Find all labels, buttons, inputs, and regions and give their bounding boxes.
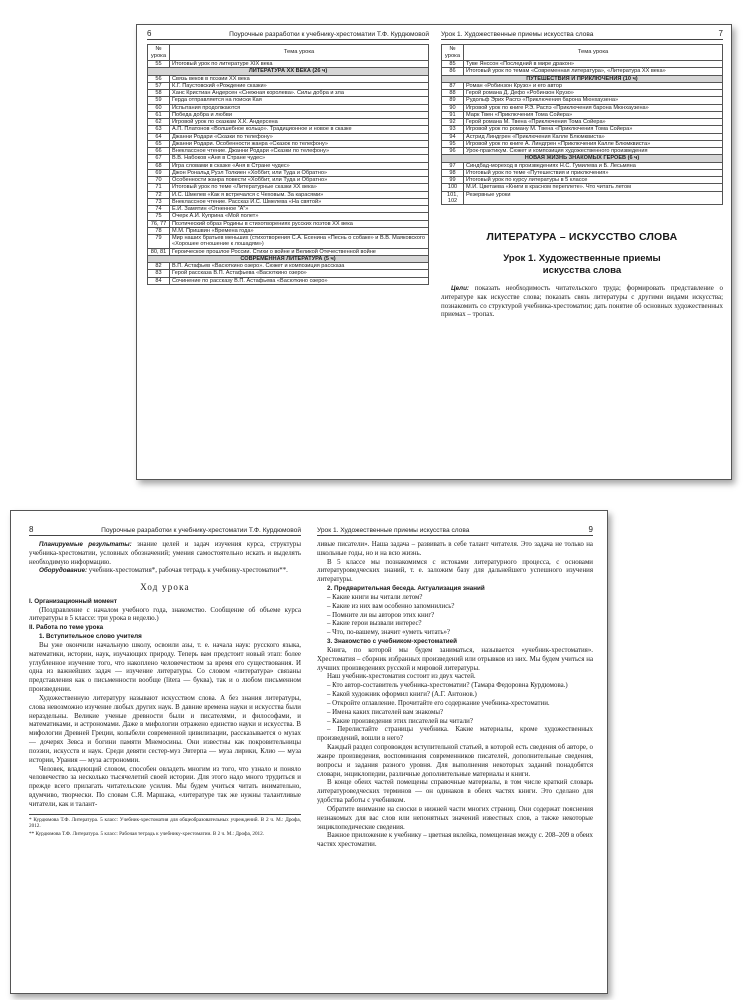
question-list bbox=[317, 594, 593, 638]
page-number: 8 bbox=[29, 525, 34, 534]
table-row bbox=[442, 191, 723, 205]
lesson-topic-cell: Сочинение по рассказу В.П. Астафьева «Васюткино озеро» bbox=[170, 277, 429, 284]
page-7 bbox=[441, 25, 723, 479]
lesson-number-cell: 72 bbox=[148, 191, 170, 198]
table-row bbox=[442, 104, 723, 111]
page-number: 9 bbox=[588, 525, 593, 534]
lesson-topic-cell: Победа добра и любви bbox=[170, 111, 429, 118]
lesson-number-cell: 92 bbox=[442, 119, 464, 126]
paragraph: Книга, по которой мы будем заниматься, называется «учебник-хрестоматия». Хрестоматия – сборник избранных произведений или отрывков из них. Мы будем учиться на лучших произведениях русской и мировой литературы. bbox=[317, 646, 593, 672]
lesson-number-cell: 56 bbox=[148, 75, 170, 82]
table-row bbox=[442, 119, 723, 126]
lesson-topic-cell: Астрид Линдгрен «Приключения Калле Блюмквиста» bbox=[464, 133, 723, 140]
table-section-row bbox=[442, 75, 723, 82]
running-head-text: Поурочные разработки к учебнику-хрестоматии Т.Ф. Курдюмовой bbox=[101, 527, 301, 534]
lesson-number-cell: 84 bbox=[148, 277, 170, 284]
table-row bbox=[148, 61, 429, 68]
lesson-topic-cell: Поэтический образ Родины в стихотворениях русских поэтов XX века bbox=[170, 220, 429, 227]
table-row bbox=[148, 169, 429, 176]
page-number: 6 bbox=[147, 29, 152, 38]
lesson-goals bbox=[441, 285, 723, 320]
lesson-topic-cell: М.И. Цветаева «Книги в красном переплете». Что читать летом bbox=[464, 184, 723, 191]
lesson-number-cell: 69 bbox=[148, 169, 170, 176]
table-row bbox=[148, 220, 429, 227]
lesson-topic-cell: Рудольф Эрих Распэ «Приключения барона Мюнхаузена» bbox=[464, 97, 723, 104]
lesson-topic-cell: А.П. Платонов «Волшебное кольцо». Традиционное и новое в сказке bbox=[170, 126, 429, 133]
lesson-number-cell: 96 bbox=[442, 148, 464, 155]
lesson-number-cell: 58 bbox=[148, 90, 170, 97]
question-item: – Помните ли вы авторов этих книг? bbox=[327, 611, 435, 619]
table-row bbox=[442, 148, 723, 155]
lesson-topic-cell: Игровой урок по книге Р.Э. Распэ «Приключения барона Мюнхаузена» bbox=[464, 104, 723, 111]
subsection-heading: 3. Знакомство с учебником-хрестоматией bbox=[327, 638, 458, 646]
lesson-number-cell: 98 bbox=[442, 169, 464, 176]
section-title: ЛИТЕРАТУРА – ИСКУССТВО СЛОВА bbox=[486, 231, 678, 243]
table-row bbox=[148, 227, 429, 234]
lesson-number-cell: 82 bbox=[148, 263, 170, 270]
table-row bbox=[148, 235, 429, 249]
table-row bbox=[442, 90, 723, 97]
lesson-number-cell: 94 bbox=[442, 133, 464, 140]
table-row bbox=[442, 177, 723, 184]
table-row bbox=[148, 198, 429, 205]
running-head bbox=[147, 29, 429, 40]
lesson-number-cell: 95 bbox=[442, 140, 464, 147]
lesson-number-cell: 74 bbox=[148, 206, 170, 213]
lesson-number-cell: 62 bbox=[148, 119, 170, 126]
table-row bbox=[148, 104, 429, 111]
lesson-number-cell: 71 bbox=[148, 184, 170, 191]
table-row bbox=[148, 75, 429, 82]
lesson-topic-cell: Итоговый урок по темам «Современная литература», «Литература XX века» bbox=[464, 68, 723, 75]
paragraph: Каждый раздел сопровожден вступительной статьей, в которой есть сведения об авторе, о жанре произведения, воспоминания современников писателей, дополнительные сведения, вопросы и задания разного уровня. Для выполнения некоторых заданий понадобятся словари, энциклопедии, различные дополнительные материалы и книги. bbox=[317, 744, 593, 778]
paragraph: В конце обеих частей помещены справочные материалы, в том числе краткий словарь литературоведческих терминов — он одинаков в обеих частях книги. Это сделано для удобства работы с учебником. bbox=[317, 779, 593, 805]
lesson-number-cell: 66 bbox=[148, 148, 170, 155]
equipment-label: Оборудование: bbox=[39, 567, 88, 575]
paragraph: В 5 классе мы познакомимся с истоками литературного процесса, с основами литературоведческих знаний, т. е. заложим базу для дальнейшего успешного изучения литературы. bbox=[317, 558, 593, 584]
lesson-number-cell: 67 bbox=[148, 155, 170, 162]
table-row bbox=[148, 270, 429, 277]
lesson-number-cell: 100 bbox=[442, 184, 464, 191]
running-head-text: Урок 1. Художественные приемы искусства слова bbox=[441, 31, 594, 38]
goals-text: показать необходимость читательского труда; формировать представление о литературе как искусстве слова; показать связь литературы с другими видами искусства; познакомить со структурой учебника-хрестоматии; дать понятие об основных художественных приемах – тропах. bbox=[441, 284, 723, 319]
lesson-topic-cell: Герой романа Д. Дефо «Робинзон Крузо» bbox=[464, 90, 723, 97]
lesson-topic-cell: Внеклассное чтение. Джанни Родари «Сказки по телефону» bbox=[170, 148, 429, 155]
question-item: – Кто автор-составитель учебника-хрестоматии? (Тамара Федоровна Курдюмова.) bbox=[327, 682, 568, 690]
table-row bbox=[148, 119, 429, 126]
lesson-number-cell: 88 bbox=[442, 90, 464, 97]
lesson-topic-cell: Особенности жанра повести «Хоббит, или Туда и Обратно» bbox=[170, 177, 429, 184]
table-row bbox=[148, 90, 429, 97]
results-text: знание целей и задач изучения курса, структуры учебника-хрестоматии, условных обозначений; умения самостоятельно искать и выделять необходимую информацию. bbox=[29, 541, 301, 566]
lesson-number-cell: 85 bbox=[442, 61, 464, 68]
lesson-number-cell: 61 bbox=[148, 111, 170, 118]
table-row bbox=[148, 133, 429, 140]
table-header-row bbox=[442, 45, 723, 61]
column-header-number: № урока bbox=[148, 45, 170, 61]
table-row bbox=[148, 82, 429, 89]
table-row bbox=[148, 155, 429, 162]
section-title-cell: СОВРЕМЕННАЯ ЛИТЕРАТУРА (5 ч) bbox=[148, 255, 429, 262]
equipment-text: учебник-хрестоматия*, рабочая тетрадь к учебнику-хрестоматии**. bbox=[88, 567, 288, 575]
section-title-cell: ЛИТЕРАТУРА XX ВЕКА (26 ч) bbox=[148, 68, 429, 75]
lesson-topic-cell: В.В. Набоков «Аня в Стране чудес» bbox=[170, 155, 429, 162]
lesson-topic-cell: Очерк А.И. Куприна «Мой полет» bbox=[170, 213, 429, 220]
lesson-number-cell: 73 bbox=[148, 198, 170, 205]
table-row bbox=[442, 111, 723, 118]
lesson-topic-cell: Итоговый урок по литературе XIX века bbox=[170, 61, 429, 68]
table-section-row bbox=[148, 68, 429, 75]
lesson-number-cell: 86 bbox=[442, 68, 464, 75]
table-row bbox=[442, 133, 723, 140]
table-row bbox=[148, 140, 429, 147]
running-head bbox=[29, 525, 301, 536]
results-label: Планируемые результаты: bbox=[39, 541, 132, 548]
lesson-number-cell: 80, 81 bbox=[148, 248, 170, 255]
question-item: – Какие произведения этих писателей вы читали? bbox=[327, 717, 473, 725]
running-head bbox=[441, 29, 723, 40]
lesson-topic-cell: Итоговый урок по теме «Литературные сказки XX века» bbox=[170, 184, 429, 191]
page-9 bbox=[317, 511, 593, 993]
table-row bbox=[148, 206, 429, 213]
lesson-topic-cell: Игра словами в сказке «Аня в Стране чудес» bbox=[170, 162, 429, 169]
lesson-body bbox=[317, 541, 593, 850]
question-item: – Перелистайте страницы учебника. Какие материалы, кроме художественных произведений, вошли в него? bbox=[317, 726, 593, 743]
lesson-topic-cell: Урок-практикум. Сюжет и композиция художественного произведения bbox=[464, 148, 723, 155]
table-row bbox=[148, 263, 429, 270]
lesson-topic-cell: К.Г. Паустовский «Рождение сказки» bbox=[170, 82, 429, 89]
lesson-topic-cell: Герой рассказа В.П. Астафьева «Васюткино озеро» bbox=[170, 270, 429, 277]
table-header-row bbox=[148, 45, 429, 61]
question-item: – Какой художник оформил книги? (А.Г. Антонов.) bbox=[327, 691, 477, 699]
lesson-topic-cell: Мир наших братьев меньших (стихотворения С.А. Есенина «Песнь о собаке» и В.В. Маяковского «Хорошее отношение к лошадям») bbox=[170, 235, 429, 249]
lesson-topic-cell: Туве Янссон «Последний в мире дракон» bbox=[464, 61, 723, 68]
lesson-topic-cell: Резервные уроки bbox=[464, 191, 723, 205]
table-row bbox=[148, 277, 429, 284]
table-row bbox=[148, 97, 429, 104]
goals-label: Цели: bbox=[451, 284, 470, 292]
lesson-topic-cell: Игровой урок по роману М. Твена «Приключения Тома Сойера» bbox=[464, 126, 723, 133]
page-8 bbox=[29, 511, 301, 993]
table-row bbox=[442, 68, 723, 75]
table-section-row bbox=[442, 155, 723, 162]
paragraph: Человек, владеющий словом, способен овладеть многим из того, что узнало и поняло человечество за несколько тысячелетий своей истории. Для этого надо много трудиться и прежде всего прилагать читательские усилия. Мы будем учиться читать внимательно, вдумчиво, творчески. По словам С.Я. Маршака, «литературе так же нужны талантливые читатели, как и талант- bbox=[29, 765, 301, 808]
lesson-topic-cell: Связь веков в поэзии XX века bbox=[170, 75, 429, 82]
lesson-plan-table bbox=[147, 44, 429, 285]
table-row bbox=[148, 126, 429, 133]
table-row bbox=[442, 126, 723, 133]
lesson-number-cell: 64 bbox=[148, 133, 170, 140]
lesson-topic-cell: Испытания продолжаются bbox=[170, 104, 429, 111]
lesson-topic-cell: Джанни Родари. Особенности жанра «Сказок по телефону» bbox=[170, 140, 429, 147]
lesson-number-cell: 55 bbox=[148, 61, 170, 68]
lesson-number-cell: 93 bbox=[442, 126, 464, 133]
lesson-title-line: Урок 1. Художественные приемы bbox=[503, 253, 661, 264]
lesson-number-cell: 75 bbox=[148, 213, 170, 220]
lesson-topic-cell: Игровой урок по сказкам Х.К. Андерсена bbox=[170, 119, 429, 126]
column-header-number: № урока bbox=[442, 45, 464, 61]
course-heading: Ход урока bbox=[140, 582, 190, 593]
table-row bbox=[148, 148, 429, 155]
lesson-number-cell: 63 bbox=[148, 126, 170, 133]
subsection-heading: 1. Вступительное слово учителя bbox=[39, 633, 142, 641]
table-row bbox=[442, 140, 723, 147]
paragraph: Художественную литературу называют искусством слова. А без знания литературы, слова невозможно изучение любых других наук. В давние времена науки и искусства были нераздельны. Великие ученые древности были и писателями, и философами, и математиками, и астрономами. Даже в мифологии отражено единство науки и искусства. В мифологии Древней Греции, колыбели современной цивилизации, рассказывается о музах — дочерях Зевса и богини памяти Мнемосины. Они известны как покровительницы поэзии, искусств и наук. Среди девяти сестер-муз Эвтерпа — муза лирики, Клио — муза истории, Урания — муза астрономии. bbox=[29, 694, 301, 764]
question-item: – Какие книги вы читали летом? bbox=[327, 593, 423, 601]
lesson-topic-cell: Итоговый урок по теме «Путешествия и приключения» bbox=[464, 169, 723, 176]
lesson-topic-cell: М.М. Пришвин «Времена года» bbox=[170, 227, 429, 234]
lesson-number-cell: 57 bbox=[148, 82, 170, 89]
lesson-number-cell: 83 bbox=[148, 270, 170, 277]
lesson-topic-cell: Итоговый урок по курсу литературы в 5 классе bbox=[464, 177, 723, 184]
paragraph: Наш учебник-хрестоматия состоит из двух частей. bbox=[327, 673, 476, 681]
running-head-text: Урок 1. Художественные приемы искусства слова bbox=[317, 527, 470, 534]
lesson-number-cell: 60 bbox=[148, 104, 170, 111]
lesson-number-cell: 70 bbox=[148, 177, 170, 184]
question-item: – Какие из них вам особенно запомнились? bbox=[327, 602, 455, 610]
lesson-title-line: искусства слова bbox=[542, 264, 622, 276]
paragraph: Вы уже окончили начальную школу, освоили азы, т. е. начала наук: русского языка, математики, истории, наук, изучающих природу. Теперь вам предстоит новый этап: более углубленное изучение того, что накоплено человечеством за время его существования. И одна из важнейших задач — изучение литературы. Со словом «литература» связаны представления как о письменности вообще (litera — буква), так и о любом письменном произведении. bbox=[29, 641, 301, 694]
lesson-number-cell: 65 bbox=[148, 140, 170, 147]
question-item: – Какие герои вызвали интерес? bbox=[327, 620, 422, 628]
section-title-cell: ПУТЕШЕСТВИЯ И ПРИКЛЮЧЕНИЯ (10 ч) bbox=[442, 75, 723, 82]
lesson-title bbox=[441, 253, 723, 277]
lesson-topic-cell: В.П. Астафьев «Васюткино озеро». Сюжет и композиция рассказа bbox=[170, 263, 429, 270]
lesson-topic-cell: Джанни Родари «Сказки по телефону» bbox=[170, 133, 429, 140]
table-row bbox=[442, 97, 723, 104]
paragraph: (Поздравление с началом учебного года, знакомство. Сообщение об объеме курса литературы в 5 классе: три урока в неделю.) bbox=[29, 606, 301, 623]
lesson-number-cell: 89 bbox=[442, 97, 464, 104]
question-item: – Что, по-вашему, значит «уметь читать»? bbox=[327, 629, 450, 637]
lesson-topic-cell: Марк Твен «Приключения Тома Сойера» bbox=[464, 111, 723, 118]
lesson-number-cell: 91 bbox=[442, 111, 464, 118]
table-row bbox=[442, 162, 723, 169]
lesson-topic-cell: Герда отправляется на поиски Кая bbox=[170, 97, 429, 104]
lesson-topic-cell: Ханс Кристиан Андерсен «Снежная королева». Силы добра и зла bbox=[170, 90, 429, 97]
table-row bbox=[442, 82, 723, 89]
lesson-number-cell: 87 bbox=[442, 82, 464, 89]
footnotes bbox=[29, 814, 301, 838]
table-row bbox=[442, 184, 723, 191]
column-header-topic: Тема урока bbox=[464, 45, 723, 61]
running-head bbox=[317, 525, 593, 536]
lesson-topic-cell: Е.И. Замятин «Огненное “А”» bbox=[170, 206, 429, 213]
lesson-topic-cell: Игровой урок по книге А. Линдгрен «Приключения Калле Блюмквиста» bbox=[464, 140, 723, 147]
table-row bbox=[148, 184, 429, 191]
table-row bbox=[148, 177, 429, 184]
lesson-number-cell: 90 bbox=[442, 104, 464, 111]
lesson-plan-table bbox=[441, 44, 723, 205]
lesson-number-cell: 78 bbox=[148, 227, 170, 234]
subsection-heading: 2. Предварительная беседа. Актуализация знаний bbox=[327, 585, 485, 593]
footnote: * Курдюмова Т.Ф. Литература. 5 класс: Учебник-хрестоматия для общеобразовательных учреждений. В 2 ч. М.: Дрофа, 2012. bbox=[29, 816, 301, 830]
lesson-topic-cell: Внеклассное чтение. Рассказ И.С. Шмелева «На святой» bbox=[170, 198, 429, 205]
table-row bbox=[148, 111, 429, 118]
table-row bbox=[148, 213, 429, 220]
table-row bbox=[148, 162, 429, 169]
question-item: – Откройте оглавление. Прочитайте его содержание учебника-хрестоматии. bbox=[327, 699, 550, 707]
top-spread bbox=[136, 24, 732, 480]
lesson-number-cell: 97 bbox=[442, 162, 464, 169]
lesson-topic-cell: Герой романа М. Твена «Приключения Тома Сойера» bbox=[464, 119, 723, 126]
column-header-topic: Тема урока bbox=[170, 45, 429, 61]
lesson-number-cell: 99 bbox=[442, 177, 464, 184]
section-heading: II. Работа по теме урока bbox=[29, 624, 104, 632]
footnote: ** Курдюмова Т.Ф. Литература. 5 класс: Рабочая тетрадь к учебнику-хрестоматии. В 2 ч. М.: Дрофа, 2012. bbox=[29, 831, 265, 838]
paragraph: ливые писатели». Наша задача – развивать в себе талант читателя. Это задача не только на школьные годы, но и на всю жизнь. bbox=[317, 541, 593, 557]
lesson-topic-cell: Джон Рональд Руэл Толкиен «Хоббит, или Туда и Обратно» bbox=[170, 169, 429, 176]
lesson-number-cell: 101, 102 bbox=[442, 191, 464, 205]
running-head-text: Поурочные разработки к учебнику-хрестоматии Т.Ф. Курдюмовой bbox=[229, 31, 429, 38]
section-title-cell: НОВАЯ ЖИЗНЬ ЗНАКОМЫХ ГЕРОЕВ (6 ч) bbox=[442, 155, 723, 162]
lesson-topic-cell: Героическое прошлое России. Стихи о войне и Великой Отечественной войне bbox=[170, 248, 429, 255]
bottom-spread bbox=[10, 510, 608, 994]
paragraph: Важное приложение к учебнику – цветная вклейка, помещенная между с. 208–209 в обеих частях хрестоматии. bbox=[317, 832, 593, 849]
lesson-topic-cell: И.С. Шмелев «Как я встречался с Чеховым. За карасями» bbox=[170, 191, 429, 198]
table-row bbox=[442, 61, 723, 68]
lesson-number-cell: 79 bbox=[148, 235, 170, 249]
lesson-topic-cell: Роман «Робинзон Крузо» и его автор bbox=[464, 82, 723, 89]
table-row bbox=[148, 191, 429, 198]
question-list bbox=[317, 682, 593, 744]
page-6 bbox=[147, 25, 429, 479]
table-section-row bbox=[148, 255, 429, 262]
paragraph: Обратите внимание на сноски в нижней части многих страниц. Они содержат пояснения незнакомых для вас слов или непонятных значений известных слов, а также некоторые энциклопедические сведения. bbox=[317, 805, 593, 831]
table-row bbox=[148, 248, 429, 255]
table-row bbox=[442, 169, 723, 176]
question-item: – Имена каких писателей вам знакомы? bbox=[327, 708, 444, 716]
page-number: 7 bbox=[718, 29, 723, 38]
lesson-number-cell: 59 bbox=[148, 97, 170, 104]
lesson-topic-cell: Синдбад-мореход в произведениях Н.С. Гумилева и Б. Лесьмяна bbox=[464, 162, 723, 169]
section-heading: I. Организационный момент bbox=[29, 597, 117, 605]
lesson-number-cell: 68 bbox=[148, 162, 170, 169]
lesson-number-cell: 76, 77 bbox=[148, 220, 170, 227]
lesson-body bbox=[29, 541, 301, 838]
